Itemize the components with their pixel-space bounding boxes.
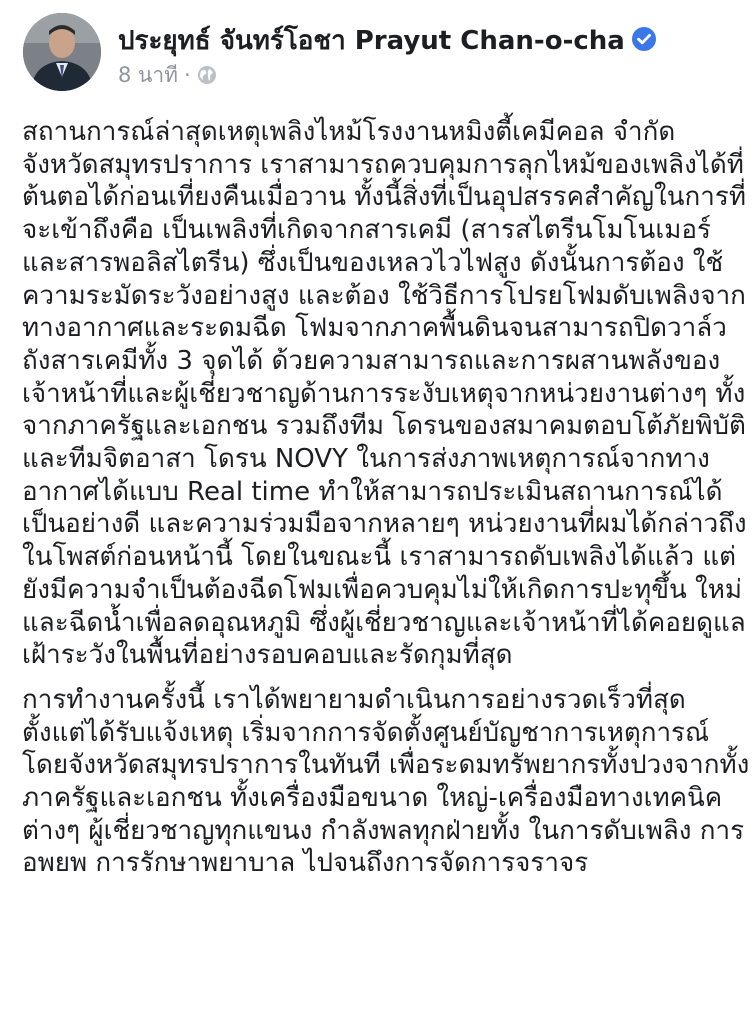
post-paragraph-1: สถานการณ์ล่าสุดเหตุเพลิงไหม้โรงงานหมิงตี้เคมีคอล จำกัด จังหวัดสมุทรปราการ เราสามารถควบคุมการลุกไหม้ของเพลิงได้ที่ต้นตอได้ก่อนเที่ยงคืนเมื่อวาน ทั้งนี้สิ่งที่เป็นอุปสรรคสำคัญในการที่จะเข้าถึงคือ เป็นเพลิงที่เกิดจากสารเคมี (สารสไตรีนโมโนเมอร์และสารพอลิสไตรีน) ซึ่งเป็นของเหลวไวไฟสูง ดังนั้นการต้อง ใช้ความระมัดระวังอย่างสูง และต้อง ใช้วิธีการโปรยโฟมดับเพลิงจากทางอากาศและระดมฉีด โฟมจากภาคพื้นดินจนสามารถปิดวาล์วถังสารเคมีทั้ง 3 จุดได้ ด้วยความสามารถและการผสานพลังของเจ้าหน้าที่และผู้เชี่ยวชาญด้านการระงับเหตุจากหน่วยงานต่างๆ ทั้งจากภาครัฐและเอกชน รวมถึงทีม โดรนของสมาคมตอบโต้ภัยพิบัติ และทีมจิตอาสา โดรน NOVY ในการส่งภาพเหตุการณ์จากทางอากาศได้แบบ Real time ทำให้สามารถประเมินสถานการณ์ได้เป็นอย่างดี และความร่วมมือจากหลายๆ หน่วยงานที่ผมได้กล่าวถึง ในโพสต์ก่อนหน้านี้ โดยในขณะนี้ เราสามารถดับเพลิงได้แล้ว แต่ยังมีความจำเป็นต้องฉีดโฟมเพื่อควบคุมไม่ให้เกิดการปะทุขึ้น ใหม่ และฉีดน้ำเพื่อลดอุณหภูมิ ซึ่งผู้เชี่ยวชาญและเจ้าหน้าที่ได้คอยดูแลเฝ้าระวังในพื้นที่อย่างรอบคอบและรัดกุมที่สุด (22, 117, 747, 671)
post-body (22, 116, 752, 892)
profile-photo-icon (23, 13, 101, 91)
post-timestamp[interactable]: 8 นาที (118, 63, 179, 87)
meta-separator: · (184, 63, 191, 87)
post-meta (118, 60, 217, 90)
globe-icon[interactable] (197, 65, 217, 85)
author-name[interactable] (118, 24, 657, 58)
post-header (0, 0, 754, 100)
author-name-text: ประยุทธ์ จันทร์โอชา Prayut Chan-o-cha (118, 26, 625, 56)
verified-badge-icon (631, 26, 657, 52)
author-avatar[interactable] (23, 13, 101, 91)
post-paragraph-2: การทำงานครั้งนี้ เราได้พยายามดำเนินการอย่างรวดเร็วที่สุด ตั้งแต่ได้รับแจ้งเหตุ เริ่มจากการจัดตั้งศูนย์บัญชาการเหตุการณ์ โดยจังหวัดสมุทรปราการในทันที เพื่อระดมทรัพยากรทั้งปวงจากทั้งภาครัฐและเอกชน ทั้งเครื่องมือขนาด ใหญ่-เครื่องมือทางเทคนิคต่างๆ ผู้เชี่ยวชาญทุกแขนง กำลังพลทุกฝ่ายทั้ง ในการดับเพลิง การอพยพ การรักษาพยาบาล ไปจนถึงการจัดการจราจร (22, 684, 750, 879)
